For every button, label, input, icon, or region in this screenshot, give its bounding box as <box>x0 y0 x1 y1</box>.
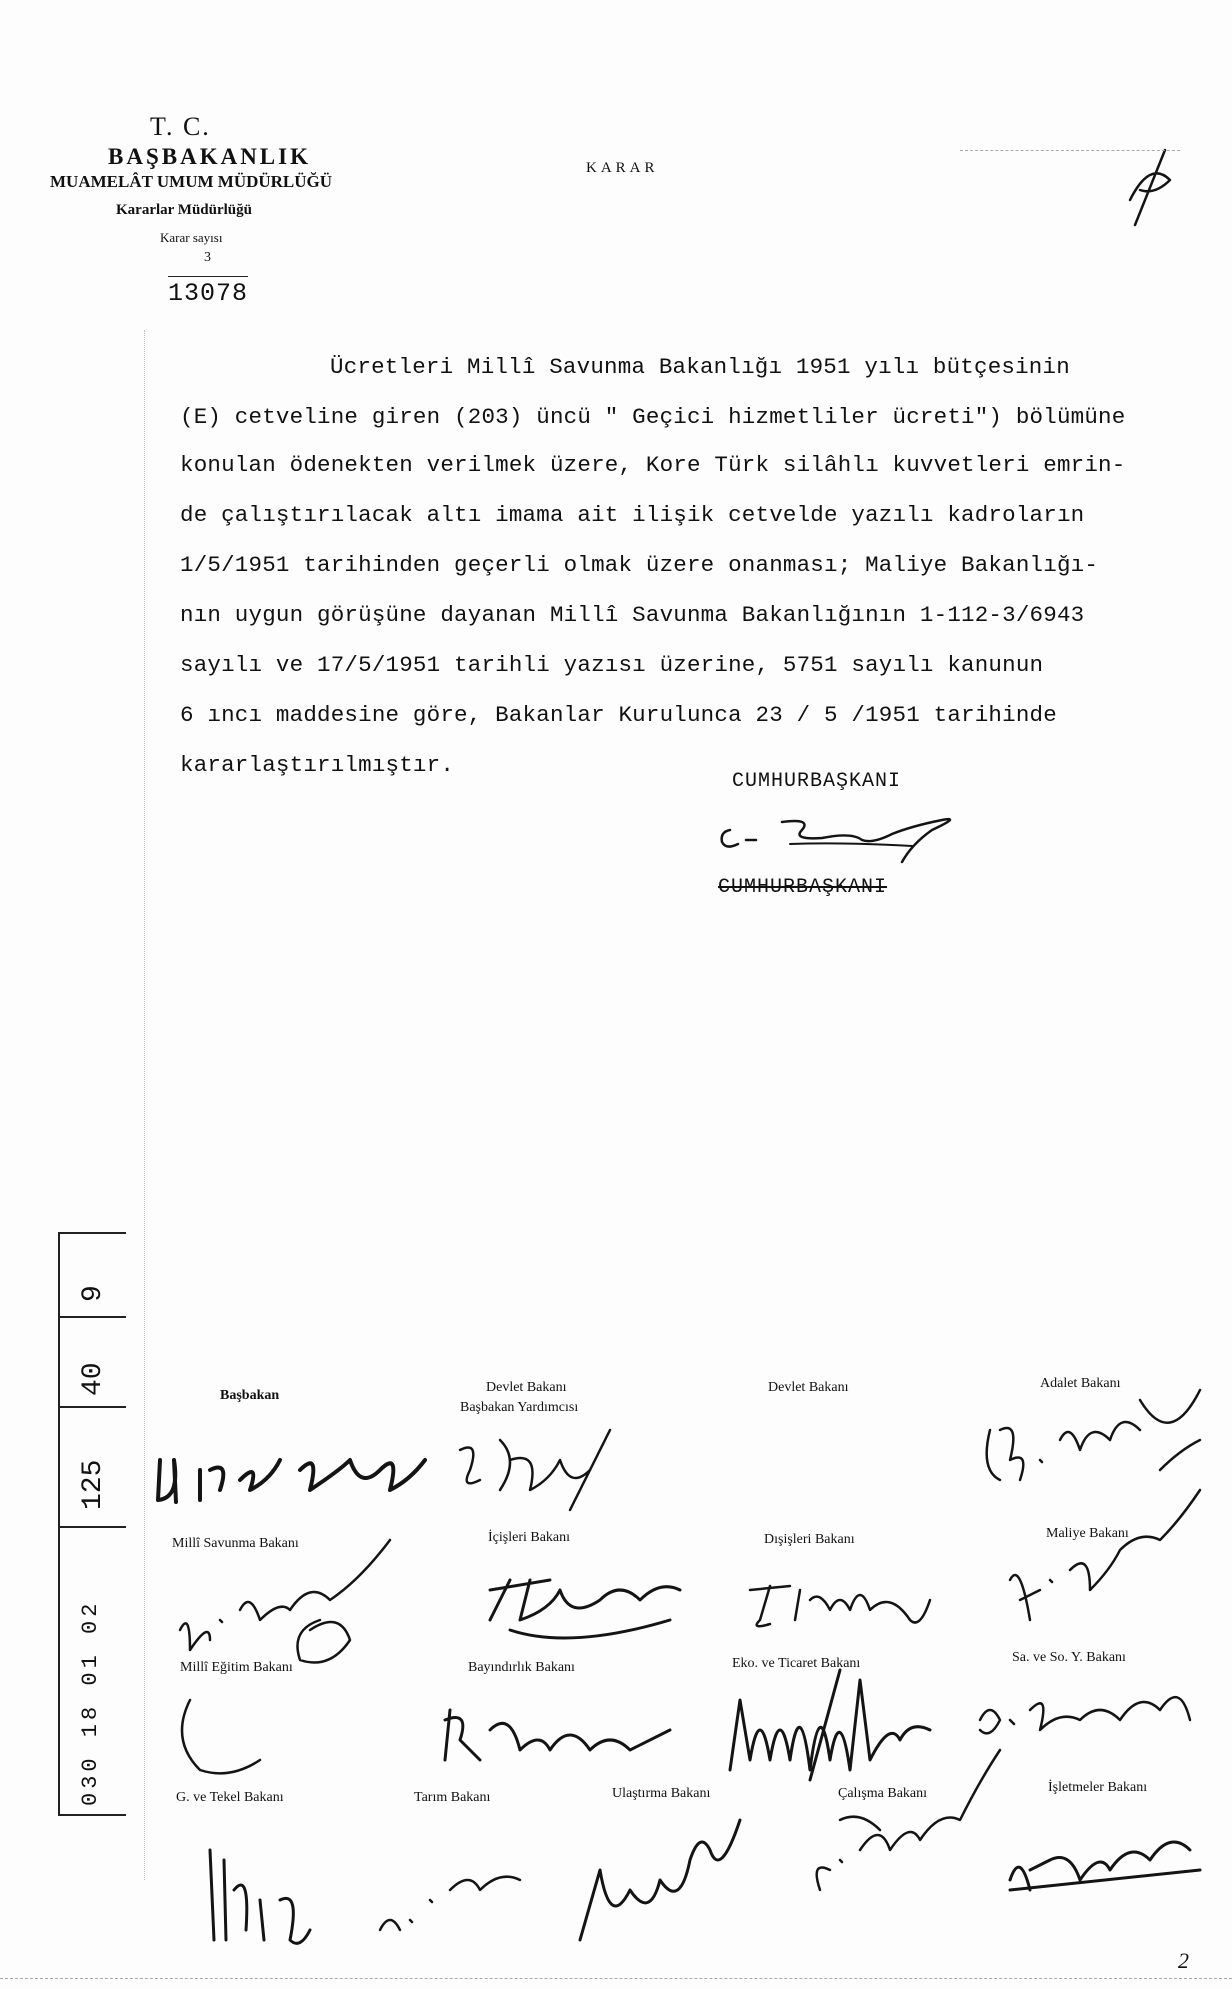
label-adalet: Adalet Bakanı <box>1040 1376 1121 1391</box>
body-line-7: sayılı ve 17/5/1951 tarihli yazısı üzerine, 5751 sayılı kanunun <box>180 652 1044 678</box>
signature-bayindirlik <box>430 1690 690 1780</box>
signature-disisleri <box>740 1550 940 1650</box>
label-devlet-bakani-1: Devlet Bakanı <box>486 1380 567 1395</box>
signature-milli-egitim <box>170 1680 300 1790</box>
label-icisleri: İçişleri Bakanı <box>488 1530 571 1545</box>
stamp-item: 9 <box>78 1285 109 1302</box>
document-title: KARAR <box>586 160 659 176</box>
stamp-archive-code: 030 18 01 02 <box>78 1599 103 1806</box>
signature-ulastirma <box>560 1810 760 1960</box>
signature-devlet-bakani-1 <box>450 1420 630 1520</box>
label-tarim: Tarım Bakanı <box>414 1790 491 1805</box>
label-devlet-bakani-2: Devlet Bakanı <box>768 1380 849 1395</box>
signature-gumruk-tekel <box>200 1830 330 1960</box>
archive-stamp <box>58 1232 126 1816</box>
label-gumruk-tekel: G. ve Tekel Bakanı <box>176 1790 284 1805</box>
body-line-4: de çalıştırılacak altı imama ait ilişik cetvelde yazılı kadroların <box>180 502 1085 528</box>
page-number-handwritten: 2 <box>1178 1948 1189 1973</box>
label-milli-savunma: Millî Savunma Bakanı <box>172 1536 299 1551</box>
karar-number: 13078 <box>168 276 248 308</box>
top-right-handwritten-mark <box>1110 140 1190 230</box>
president-title-struck: CUMHURBAŞKANI <box>718 876 888 899</box>
header-muamelat: MUAMELÂT UMUM MÜDÜRLÜĞÜ <box>50 172 333 191</box>
stamp-item-cell <box>60 1234 126 1318</box>
stamp-file-cell <box>60 1316 126 1408</box>
body-line-5: 1/5/1951 tarihinden geçerli olmak üzere onanması; Maliye Bakanlığı- <box>180 552 1099 578</box>
header-tc: T. C. <box>150 112 211 141</box>
body-line-1: Ücretleri Millî Savunma Bakanlığı 1951 yılı bütçesinin <box>330 354 1070 380</box>
label-milli-egitim: Millî Eğitim Bakanı <box>180 1660 293 1675</box>
karar-sayisi-number: 3 <box>204 250 211 265</box>
signature-calisma <box>800 1740 1020 1920</box>
label-disisleri: Dışişleri Bakanı <box>764 1532 855 1547</box>
body-line-6: nın uygun görüşüne dayanan Millî Savunma Bakanlığının 1-112-3/6943 <box>180 602 1085 628</box>
stamp-box-cell <box>60 1406 126 1528</box>
president-signature <box>712 800 972 880</box>
left-margin-rule <box>144 330 145 1880</box>
body-line-9: kararlaştırılmıştır. <box>180 752 455 778</box>
label-bayindirlik: Bayındırlık Bakanı <box>468 1660 575 1675</box>
header-kararlar-mudurlugu: Kararlar Müdürlüğü <box>116 202 252 218</box>
header-basbakanlik: BAŞBAKANLIK <box>108 144 311 169</box>
signature-milli-savunma <box>160 1520 420 1670</box>
stamp-code-cell <box>60 1526 126 1812</box>
signature-basbakan <box>150 1430 430 1520</box>
body-line-2: (E) cetveline giren (203) üncü " Geçici hizmetliler ücreti") bölümüne <box>180 404 1126 430</box>
signature-icisleri <box>470 1540 700 1650</box>
stamp-box: 125 <box>78 1459 109 1510</box>
label-isletmeler: İşletmeler Bakanı <box>1048 1780 1148 1795</box>
label-calisma: Çalışma Bakanı <box>838 1786 928 1801</box>
signature-maliye <box>1000 1470 1210 1640</box>
stamp-file: 40 <box>78 1362 109 1396</box>
label-basbakan-yardimcisi: Başbakan Yardımcısı <box>460 1400 579 1415</box>
top-right-dotted-line <box>960 150 1180 151</box>
body-line-3: konulan ödenekten verilmek üzere, Kore Türk silâhlı kuvvetleri emrin- <box>180 452 1126 478</box>
signature-isletmeler <box>1000 1810 1210 1920</box>
label-saglik: Sa. ve So. Y. Bakanı <box>1012 1650 1126 1665</box>
president-title: CUMHURBAŞKANI <box>732 770 902 793</box>
label-maliye: Maliye Bakanı <box>1046 1526 1129 1541</box>
bottom-dotted-line <box>0 1978 1232 1979</box>
signature-tarim <box>370 1840 540 1950</box>
label-eko-ticaret: Eko. ve Ticaret Bakanı <box>732 1656 861 1671</box>
karar-sayisi-label: Karar sayısı <box>160 230 223 245</box>
label-basbakan: Başbakan <box>220 1388 280 1403</box>
label-ulastirma: Ulaştırma Bakanı <box>612 1786 711 1801</box>
body-line-8: 6 ıncı maddesine göre, Bakanlar Kurulunca 23 / 5 /1951 tarihinde <box>180 702 1057 728</box>
